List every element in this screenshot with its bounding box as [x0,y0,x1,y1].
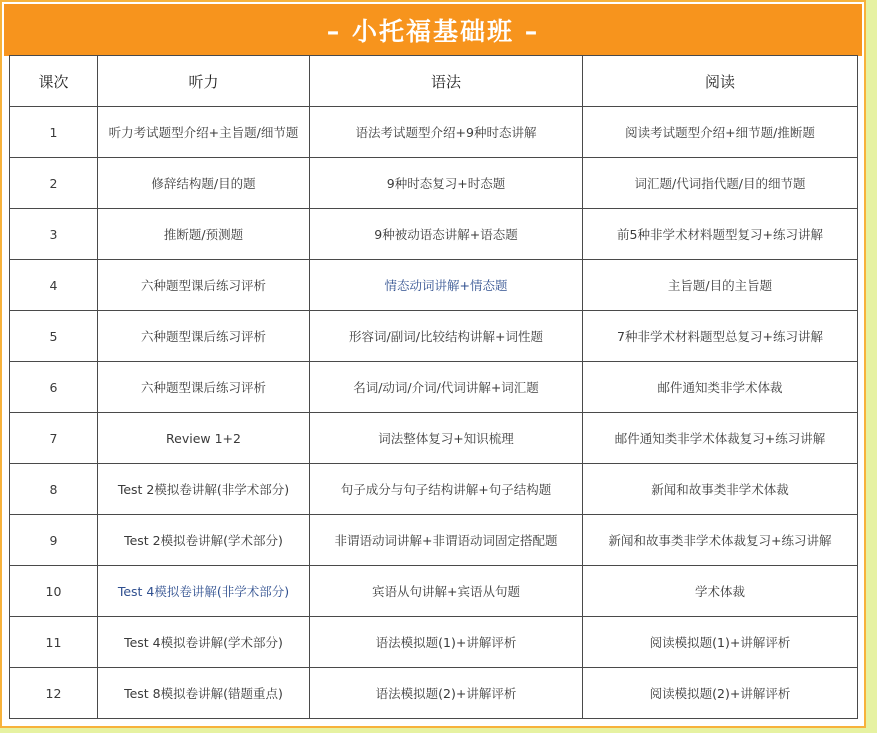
course-schedule-table [9,55,858,719]
header-lesson-no: 课次 [10,56,98,107]
reading-cell: 阅读模拟题(1)+讲解评析 [583,617,858,668]
lesson-no: 2 [10,158,98,209]
lesson-no: 7 [10,413,98,464]
table-row [10,209,858,260]
listening-cell: 推断题/预测题 [98,209,310,260]
reading-cell: 阅读模拟题(2)+讲解评析 [583,668,858,719]
grammar-cell: 形容词/副词/比较结构讲解+词性题 [310,311,583,362]
header-listening: 听力 [98,56,310,107]
lesson-no: 5 [10,311,98,362]
grammar-cell: 9种时态复习+时态题 [310,158,583,209]
listening-cell: 六种题型课后练习评析 [98,311,310,362]
lesson-no: 11 [10,617,98,668]
listening-cell: Test 4模拟卷讲解(学术部分) [98,617,310,668]
reading-cell: 前5种非学术材料题型复习+练习讲解 [583,209,858,260]
table-header-row [10,56,858,107]
table-row [10,158,858,209]
lesson-no: 3 [10,209,98,260]
grammar-cell: 词法整体复习+知识梳理 [310,413,583,464]
listening-cell: 听力考试题型介绍+主旨题/细节题 [98,107,310,158]
grammar-cell: 宾语从句讲解+宾语从句题 [310,566,583,617]
lesson-no: 6 [10,362,98,413]
reading-cell: 邮件通知类非学术体裁 [583,362,858,413]
table-row [10,515,858,566]
reading-cell: 学术体裁 [583,566,858,617]
listening-cell: 修辞结构题/目的题 [98,158,310,209]
header-reading: 阅读 [583,56,858,107]
listening-cell: Test 2模拟卷讲解(非学术部分) [98,464,310,515]
grammar-cell: 名词/动词/介词/代词讲解+词汇题 [310,362,583,413]
listening-cell: 六种题型课后练习评析 [98,260,310,311]
reading-cell: 主旨题/目的主旨题 [583,260,858,311]
header-grammar: 语法 [310,56,583,107]
table-row [10,413,858,464]
grammar-cell: 语法模拟题(2)+讲解评析 [310,668,583,719]
grammar-cell: 非谓语动词讲解+非谓语动词固定搭配题 [310,515,583,566]
grammar-cell: 句子成分与句子结构讲解+句子结构题 [310,464,583,515]
page-title: – 小托福基础班 – [4,4,862,56]
table-row [10,668,858,719]
reading-cell: 新闻和故事类非学术体裁 [583,464,858,515]
table-row [10,617,858,668]
table-row [10,107,858,158]
lesson-no: 4 [10,260,98,311]
reading-cell: 邮件通知类非学术体裁复习+练习讲解 [583,413,858,464]
lesson-no: 10 [10,566,98,617]
table-row [10,362,858,413]
lesson-no: 1 [10,107,98,158]
lesson-no: 9 [10,515,98,566]
reading-cell: 词汇题/代词指代题/目的细节题 [583,158,858,209]
grammar-cell: 语法考试题型介绍+9种时态讲解 [310,107,583,158]
grammar-cell: 语法模拟题(1)+讲解评析 [310,617,583,668]
listening-cell: Review 1+2 [98,413,310,464]
listening-cell: Test 8模拟卷讲解(错题重点) [98,668,310,719]
listening-cell: Test 4模拟卷讲解(非学术部分) [98,566,310,617]
table-row [10,311,858,362]
listening-cell: 六种题型课后练习评析 [98,362,310,413]
reading-cell: 7种非学术材料题型总复习+练习讲解 [583,311,858,362]
lesson-no: 8 [10,464,98,515]
listening-cell: Test 2模拟卷讲解(学术部分) [98,515,310,566]
table-row [10,566,858,617]
grammar-cell: 情态动词讲解+情态题 [310,260,583,311]
reading-cell: 阅读考试题型介绍+细节题/推断题 [583,107,858,158]
table-row [10,464,858,515]
lesson-no: 12 [10,668,98,719]
table-row [10,260,858,311]
reading-cell: 新闻和故事类非学术体裁复习+练习讲解 [583,515,858,566]
grammar-cell: 9种被动语态讲解+语态题 [310,209,583,260]
